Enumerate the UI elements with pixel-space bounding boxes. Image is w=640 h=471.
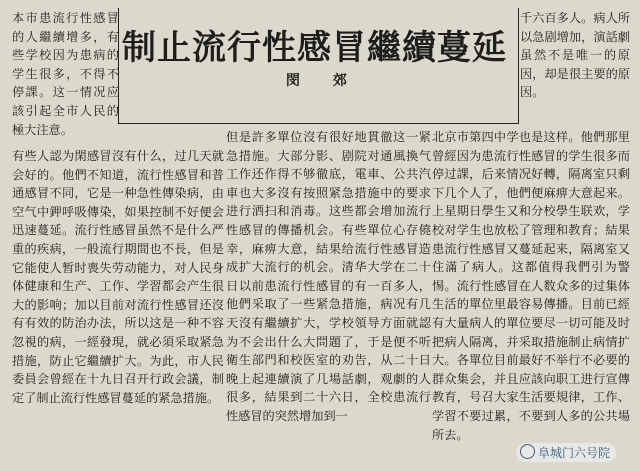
source-watermark bbox=[516, 443, 616, 462]
title-frame-right bbox=[518, 8, 519, 123]
title-frame-bottom bbox=[118, 123, 519, 124]
article-title: 制止流行性感冒繼續蔓延 bbox=[122, 28, 507, 68]
article-author: 閔 郊 bbox=[286, 73, 361, 89]
watermark-text: 阜城门六号院 bbox=[538, 446, 611, 460]
article-column-2: 但是許多單位沒有很好地貫徹这一紧急措施。大部分影、剧院对通風換气工作还作得不够徹底，電車、公共汽車也大多沒有按照紧急措施中的要求进行洒扫和消毒。这些都会增加流行性感冒的傳播机会。有些單位心存僥幸，麻痹大意，結果给流行性感冒造成扩大流行的机会。清华大学在二十日以前患流行性感冒的有一百多人，他們采取了一些紧急措施，病况有几天沒有繼續扩大，学校領导方面就認为不会出什么大問題了，于是便不听衛生部門和校医室的劝告，从二十日晚上起連續演了几場話劇，观劇的人很多，結果到二十六日，全校患流行性感冒的突然增加到一 bbox=[226, 130, 431, 423]
article-column-3-top: 千六百多人。病人所以急剧增加，演話劇虽然不是唯一的原因，却是很主要的原因。 bbox=[520, 11, 630, 100]
article-column-1-top: 本市患流行性感冒的人繼續增多，有些学校因为患病的学生很多，不得不停課。这一情况应該引起全市人民的極大注意。 bbox=[12, 11, 119, 137]
article-column-1: 有些人認为閑感冒沒有什么，过几天就会好的。他們不知道，流行性感冒和普通感冒不同，它是一种急性傳染病，由空气中鉀呼吸傳染，如果控制不好便会迅速蔓延。流行性感冒虽然不是什么严重的疾病，一般流行期間也不長，但是它能使人暂时喪失劳动能力，对人民身体健康和生产、工作、学習都会产生很大的影响；加以目前对流行性感冒还沒有有效的防治办法，所以这是一种不容忽視的病，一經發現，就必須采取紧急措施，防止它繼續扩大。为此，市人民委員会曾經在十九日召开行政会議，制定了制止流行性感冒蔓延的紧急措施。 bbox=[12, 149, 224, 405]
article-column-3: 北京市第四中学也是这样。他們那里曾經因为患流行性感冒的学生很多而停过課，后来情况好轉，隔离室只剩下几个人了，他們便麻痹大意起来。上星期日學生又和分校學生联欢，学校对学生也放松了管理和教育；結果患流行性感冒又蔓延起来，隔离室又住滿了病人。这都值得我們引为警惕。流行性感冒在人数众多的过集体生活的單位里最容易傳播。目前已經有大量病人的單位要尽一切可能及时把病人隔离，并采取措施制止病情扩大。各單位目前最好不举行不必要的群众集会，并且应該向职工进行宣傳教育，号召大家生活要規律，工作、学習不要过累，不要到人多的公共場所去。 bbox=[432, 130, 630, 442]
chat-bubble-icon bbox=[520, 444, 535, 459]
